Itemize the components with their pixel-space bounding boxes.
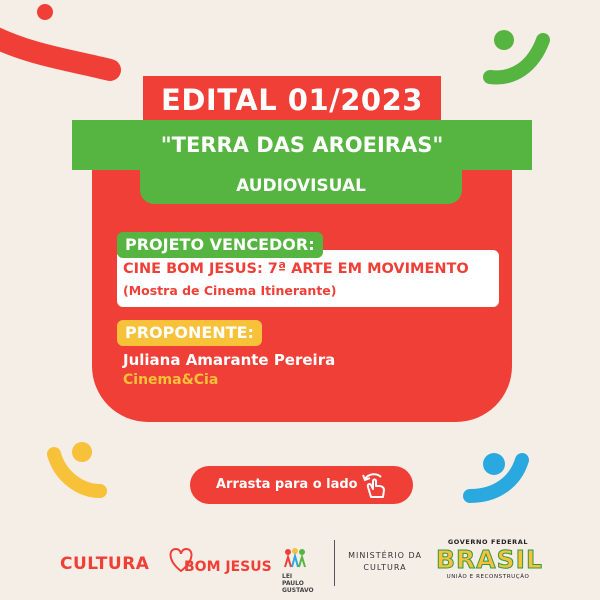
cultura-logo: [60, 554, 149, 574]
proponent-organization: Cinema&Cia: [123, 372, 219, 388]
swipe-label: Arrasta para o lado: [216, 477, 358, 492]
governo-federal-label: GOVERNO FEDERAL: [447, 538, 529, 546]
governo-federal-logo: [436, 538, 543, 580]
uniao-reconstrucao-label: UNIÃO E RECONSTRUÇÃO: [446, 574, 530, 580]
yellow-smile-decoration: [40, 436, 120, 506]
lpg-figures-icon: [282, 547, 308, 569]
blue-smile-decoration: [460, 448, 540, 508]
green-smile-decoration: [478, 22, 558, 92]
hand-swipe-icon: [359, 471, 393, 503]
brasil-wordmark: BRASIL: [436, 545, 543, 574]
footer-divider: [334, 540, 335, 586]
edital-title: EDITAL 01/2023: [143, 76, 441, 124]
proponent-tag: PROPONENTE:: [117, 320, 262, 346]
winner-tag: PROJETO VENCEDOR:: [117, 232, 323, 258]
project-name: CINE BOM JESUS: 7ª ARTE EM MOVIMENTO: [123, 261, 469, 277]
cultura-logo-text: CULTURA: [60, 554, 150, 574]
category-label: AUDIOVISUAL: [140, 168, 462, 204]
red-stroke-decoration: [0, 0, 130, 90]
ministerio-logo: [346, 551, 424, 572]
swipe-button[interactable]: [190, 466, 413, 504]
bom-jesus-logo-text: BOM JESUS: [184, 559, 272, 575]
project-description: (Mostra de Cinema Itinerante): [123, 283, 337, 298]
lpg-logo-text: LEI PAULO GUSTAVO: [282, 573, 314, 594]
program-title: "TERRA DAS AROEIRAS": [72, 120, 532, 170]
proponent-name: Juliana Amarante Pereira: [123, 351, 336, 369]
project-box: [117, 250, 499, 307]
ministerio-line2: CULTURA: [363, 563, 407, 572]
lei-paulo-gustavo-logo: [282, 547, 322, 594]
ministerio-line1: MINISTÉRIO DA: [348, 551, 422, 560]
